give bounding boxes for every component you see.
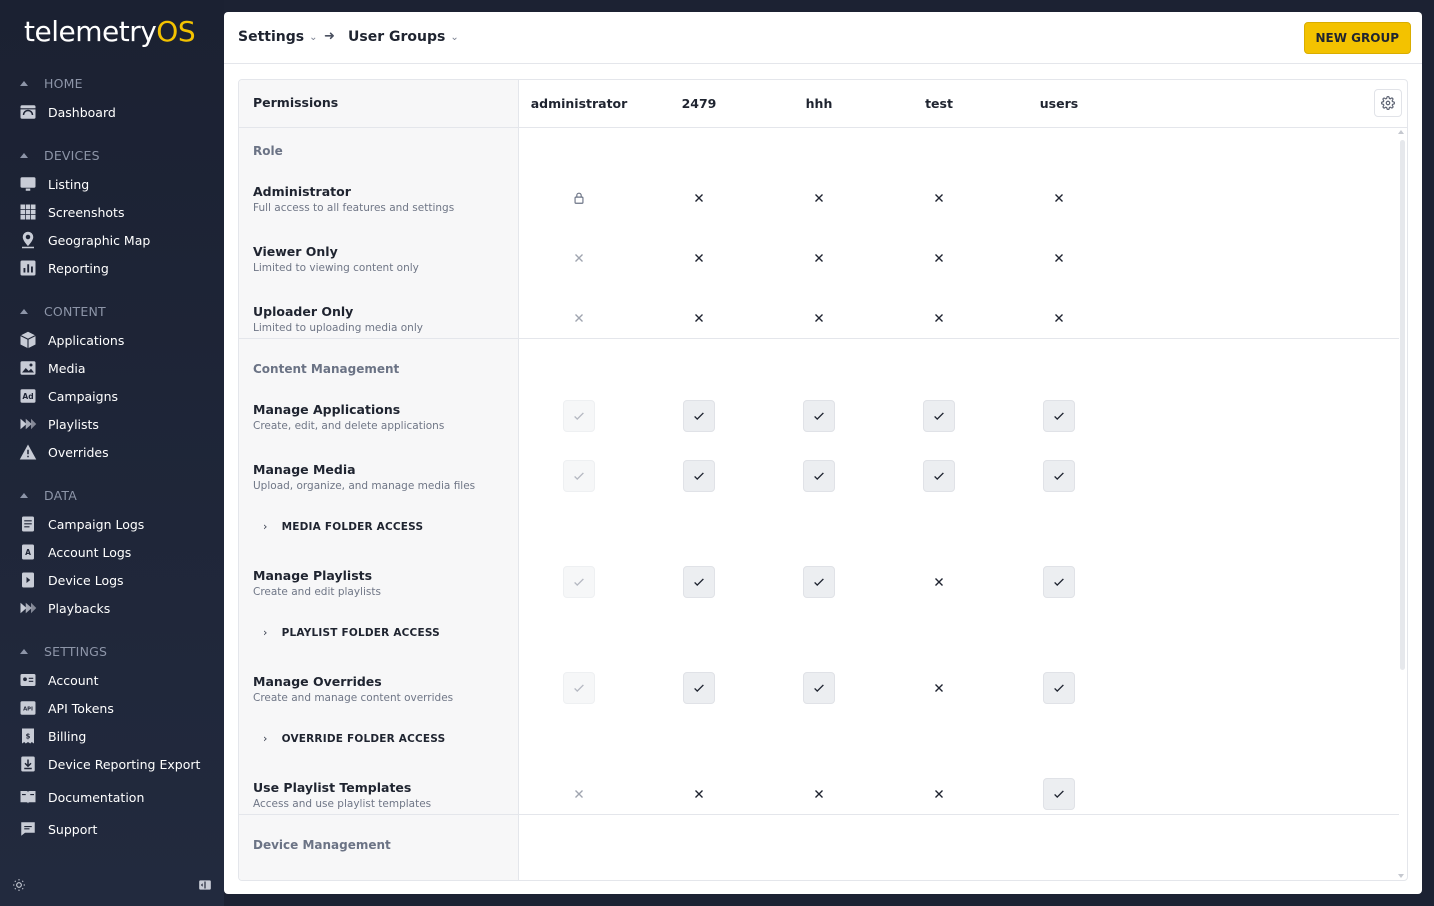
permission-name: Manage Overrides bbox=[253, 674, 382, 689]
svg-text:Ad: Ad bbox=[22, 392, 34, 401]
group-column-header[interactable]: hhh bbox=[805, 96, 833, 111]
group-column-header[interactable]: 2479 bbox=[681, 96, 717, 111]
caret-up-icon bbox=[20, 153, 28, 158]
grid-icon bbox=[19, 203, 37, 221]
permissions-header: Permissions bbox=[253, 95, 339, 110]
sidebar-section-data[interactable] bbox=[20, 488, 77, 503]
sidebar-section-home[interactable] bbox=[20, 76, 83, 91]
permission-granted-check-icon[interactable] bbox=[683, 460, 715, 492]
chevron-right-icon: › bbox=[263, 732, 268, 745]
sidebar-item-campaigns[interactable] bbox=[19, 386, 118, 406]
sidebar-item-label: Support bbox=[48, 821, 98, 837]
image-icon bbox=[19, 359, 37, 377]
permission-denied-x-icon[interactable] bbox=[923, 182, 955, 214]
sidebar-item-label: Listing bbox=[48, 176, 90, 192]
permission-granted-check-icon[interactable] bbox=[803, 460, 835, 492]
gear-icon[interactable] bbox=[1374, 89, 1402, 117]
permission-denied-x-icon[interactable] bbox=[563, 242, 595, 274]
sidebar-item-api-tokens[interactable] bbox=[19, 698, 114, 718]
sidebar-section-label: DATA bbox=[44, 488, 78, 503]
dashboard-icon bbox=[19, 103, 37, 121]
caret-up-icon bbox=[20, 493, 28, 498]
sidebar-item-device-reporting-export[interactable] bbox=[19, 754, 200, 774]
permission-description: Limited to viewing content only bbox=[253, 262, 419, 274]
sidebar-item-label: Campaign Logs bbox=[48, 516, 145, 532]
logo[interactable] bbox=[24, 15, 195, 48]
permission-granted-check-icon[interactable] bbox=[683, 672, 715, 704]
sidebar-section-content[interactable] bbox=[20, 304, 106, 319]
map-pin-icon bbox=[19, 231, 37, 249]
chat-icon bbox=[19, 820, 37, 838]
permission-granted-check-icon[interactable] bbox=[563, 400, 595, 432]
sidebar-item-label: API Tokens bbox=[48, 700, 114, 716]
sidebar-item-label: Device Logs bbox=[48, 572, 124, 588]
sidebar-section-label: SETTINGS bbox=[44, 644, 108, 659]
permission-denied-x-icon[interactable] bbox=[1043, 302, 1075, 334]
sidebar-item-label: Playbacks bbox=[48, 600, 111, 616]
sidebar-item-label: Device Reporting Export bbox=[48, 756, 201, 772]
permission-granted-check-icon[interactable] bbox=[803, 566, 835, 598]
caret-up-icon bbox=[20, 309, 28, 314]
sidebar-section-devices[interactable] bbox=[20, 148, 100, 163]
svg-text:API: API bbox=[23, 706, 33, 713]
sidebar-item-label: Campaigns bbox=[48, 388, 119, 404]
sidebar-item-documentation[interactable] bbox=[19, 787, 144, 807]
permission-description: Full access to all features and settings bbox=[253, 202, 455, 214]
permission-description: Upload, organize, and manage media files bbox=[253, 480, 476, 492]
chevron-right-icon: › bbox=[263, 520, 268, 533]
permission-granted-check-icon[interactable] bbox=[563, 566, 595, 598]
sidebar-item-label: Billing bbox=[48, 728, 87, 744]
caret-up-icon bbox=[20, 81, 28, 86]
sidebar-item-support[interactable] bbox=[19, 819, 97, 839]
permission-granted-check-icon[interactable] bbox=[1043, 460, 1075, 492]
device-log-icon bbox=[19, 571, 37, 589]
folder-access-toggle[interactable] bbox=[263, 626, 440, 639]
sidebar-item-applications[interactable] bbox=[19, 330, 124, 350]
caret-up-icon bbox=[20, 649, 28, 654]
sidebar-item-reporting[interactable] bbox=[19, 258, 109, 278]
sidebar-item-label: Media bbox=[48, 360, 86, 376]
sidebar-item-label: Dashboard bbox=[48, 104, 116, 120]
sidebar-item-label: Reporting bbox=[48, 260, 109, 276]
sidebar-item-label: Overrides bbox=[48, 444, 109, 460]
svg-text:A: A bbox=[25, 548, 31, 557]
download-icon bbox=[19, 755, 37, 773]
book-icon bbox=[19, 788, 37, 806]
permission-denied-x-icon[interactable] bbox=[923, 302, 955, 334]
permission-granted-check-icon[interactable] bbox=[923, 460, 955, 492]
permission-denied-x-icon[interactable] bbox=[803, 302, 835, 334]
sidebar-item-overrides[interactable] bbox=[19, 442, 109, 462]
breadcrumb-user-groups[interactable] bbox=[348, 29, 459, 45]
permission-granted-check-icon[interactable] bbox=[1043, 566, 1075, 598]
topbar bbox=[224, 12, 1422, 64]
playlist-icon bbox=[19, 415, 37, 433]
group-column-header[interactable]: users bbox=[1039, 96, 1079, 111]
lock-icon[interactable] bbox=[563, 182, 595, 214]
sidebar-item-label: Playlists bbox=[48, 416, 99, 432]
sidebar-section-label: DEVICES bbox=[44, 148, 100, 163]
permission-granted-check-icon[interactable] bbox=[1043, 400, 1075, 432]
group-column-header[interactable]: test bbox=[925, 96, 953, 111]
sidebar-item-label: Screenshots bbox=[48, 204, 125, 220]
sidebar-item-media[interactable] bbox=[19, 358, 86, 378]
account-log-icon bbox=[19, 543, 37, 561]
permission-name: Viewer Only bbox=[253, 244, 338, 259]
folder-access-label: MEDIA FOLDER ACCESS bbox=[281, 520, 424, 533]
sidebar-item-dashboard[interactable] bbox=[19, 102, 116, 122]
permission-denied-x-icon[interactable] bbox=[563, 778, 595, 810]
permission-name: Manage Applications bbox=[253, 402, 401, 417]
folder-access-label: PLAYLIST FOLDER ACCESS bbox=[281, 626, 440, 639]
permissions-table bbox=[238, 79, 1408, 881]
permission-granted-check-icon[interactable] bbox=[1043, 672, 1075, 704]
permission-granted-check-icon[interactable] bbox=[683, 400, 715, 432]
permission-name: Uploader Only bbox=[253, 304, 354, 319]
breadcrumb-user-groups-label: User Groups bbox=[348, 29, 446, 45]
chevron-down-icon: ⌄ bbox=[309, 31, 318, 43]
section-label: Device Management bbox=[253, 838, 391, 852]
folder-access-label: OVERRIDE FOLDER ACCESS bbox=[281, 732, 446, 745]
sidebar-item-label: Applications bbox=[48, 332, 125, 348]
main-panel bbox=[224, 12, 1422, 894]
scroll-up-arrow[interactable] bbox=[1398, 130, 1404, 134]
sidebar bbox=[0, 0, 224, 906]
new-group-button[interactable]: NEW GROUP bbox=[1304, 22, 1411, 54]
section-label: Role bbox=[253, 144, 283, 158]
api-icon bbox=[19, 699, 37, 717]
theme-toggle-icon[interactable] bbox=[12, 878, 26, 896]
breadcrumb-settings[interactable] bbox=[238, 29, 317, 45]
svg-text:$: $ bbox=[25, 732, 31, 741]
permission-granted-check-icon[interactable] bbox=[683, 566, 715, 598]
permission-name: Manage Playlists bbox=[253, 568, 373, 583]
permission-granted-check-icon[interactable] bbox=[563, 460, 595, 492]
breadcrumb-settings-label: Settings bbox=[238, 29, 305, 45]
sidebar-section-settings[interactable] bbox=[20, 644, 107, 659]
permission-denied-x-icon[interactable] bbox=[923, 672, 955, 704]
id-card-icon bbox=[19, 671, 37, 689]
section-divider bbox=[239, 338, 1399, 339]
ad-icon bbox=[19, 387, 37, 405]
table-header bbox=[239, 80, 1408, 128]
log-icon bbox=[19, 515, 37, 533]
sidebar-item-campaign-logs[interactable] bbox=[19, 514, 144, 534]
permission-denied-x-icon[interactable] bbox=[923, 242, 955, 274]
permission-granted-check-icon[interactable] bbox=[803, 400, 835, 432]
permission-description: Access and use playlist templates bbox=[253, 798, 432, 810]
section-label: Content Management bbox=[253, 362, 400, 376]
folder-access-toggle[interactable] bbox=[263, 520, 423, 533]
permission-granted-check-icon[interactable] bbox=[1043, 778, 1075, 810]
logo-accent: OS bbox=[156, 15, 196, 48]
sidebar-item-label: Account Logs bbox=[48, 544, 132, 560]
logo-text: telemetry bbox=[24, 15, 157, 48]
permission-description: Create and edit playlists bbox=[253, 586, 381, 598]
bar-chart-icon bbox=[19, 259, 37, 277]
section-divider bbox=[239, 814, 1399, 815]
permission-description: Limited to uploading media only bbox=[253, 322, 423, 334]
group-column-header[interactable]: administrator bbox=[530, 96, 628, 111]
permission-name: Use Playlist Templates bbox=[253, 780, 412, 795]
chevron-right-icon: › bbox=[263, 626, 268, 639]
receipt-icon bbox=[19, 727, 37, 745]
permission-name: Manage Media bbox=[253, 462, 356, 477]
sidebar-item-listing[interactable] bbox=[19, 174, 89, 194]
permission-description: Create and manage content overrides bbox=[253, 692, 454, 704]
permission-denied-x-icon[interactable] bbox=[803, 242, 835, 274]
cube-icon bbox=[19, 331, 37, 349]
permission-denied-x-icon[interactable] bbox=[803, 778, 835, 810]
chevron-down-icon: ⌄ bbox=[450, 31, 459, 43]
sidebar-item-label: Documentation bbox=[48, 789, 145, 805]
sidebar-item-label: Account bbox=[48, 672, 99, 688]
permission-denied-x-icon[interactable] bbox=[683, 242, 715, 274]
permission-denied-x-icon[interactable] bbox=[1043, 242, 1075, 274]
permission-denied-x-icon[interactable] bbox=[683, 182, 715, 214]
sidebar-item-account[interactable] bbox=[19, 670, 98, 690]
collapse-sidebar-icon[interactable] bbox=[198, 878, 212, 896]
permission-denied-x-icon[interactable] bbox=[803, 182, 835, 214]
permission-name: Administrator bbox=[253, 184, 351, 199]
arrow-right-icon: ➜ bbox=[324, 29, 335, 44]
sidebar-item-geographic-map[interactable] bbox=[19, 230, 150, 250]
permission-granted-check-icon[interactable] bbox=[803, 672, 835, 704]
playback-icon bbox=[19, 599, 37, 617]
sidebar-item-playlists[interactable] bbox=[19, 414, 99, 434]
permission-denied-x-icon[interactable] bbox=[923, 566, 955, 598]
permission-denied-x-icon[interactable] bbox=[683, 778, 715, 810]
sidebar-item-playbacks[interactable] bbox=[19, 598, 110, 618]
permission-denied-x-icon[interactable] bbox=[683, 302, 715, 334]
sidebar-section-label: HOME bbox=[44, 76, 83, 91]
sidebar-item-account-logs[interactable] bbox=[19, 542, 131, 562]
monitor-icon bbox=[19, 175, 37, 193]
sidebar-section-label: CONTENT bbox=[44, 304, 106, 319]
permission-granted-check-icon[interactable] bbox=[923, 400, 955, 432]
sidebar-item-screenshots[interactable] bbox=[19, 202, 124, 222]
sidebar-item-device-logs[interactable] bbox=[19, 570, 124, 590]
folder-access-toggle[interactable] bbox=[263, 732, 445, 745]
scrollbar[interactable] bbox=[1400, 140, 1405, 670]
permission-denied-x-icon[interactable] bbox=[923, 778, 955, 810]
permission-denied-x-icon[interactable] bbox=[563, 302, 595, 334]
sidebar-item-billing[interactable] bbox=[19, 726, 86, 746]
warning-icon bbox=[19, 443, 37, 461]
permission-denied-x-icon[interactable] bbox=[1043, 182, 1075, 214]
scroll-down-arrow[interactable] bbox=[1398, 874, 1404, 878]
permission-description: Create, edit, and delete applications bbox=[253, 420, 445, 432]
sidebar-item-label: Geographic Map bbox=[48, 232, 151, 248]
permission-granted-check-icon[interactable] bbox=[563, 672, 595, 704]
